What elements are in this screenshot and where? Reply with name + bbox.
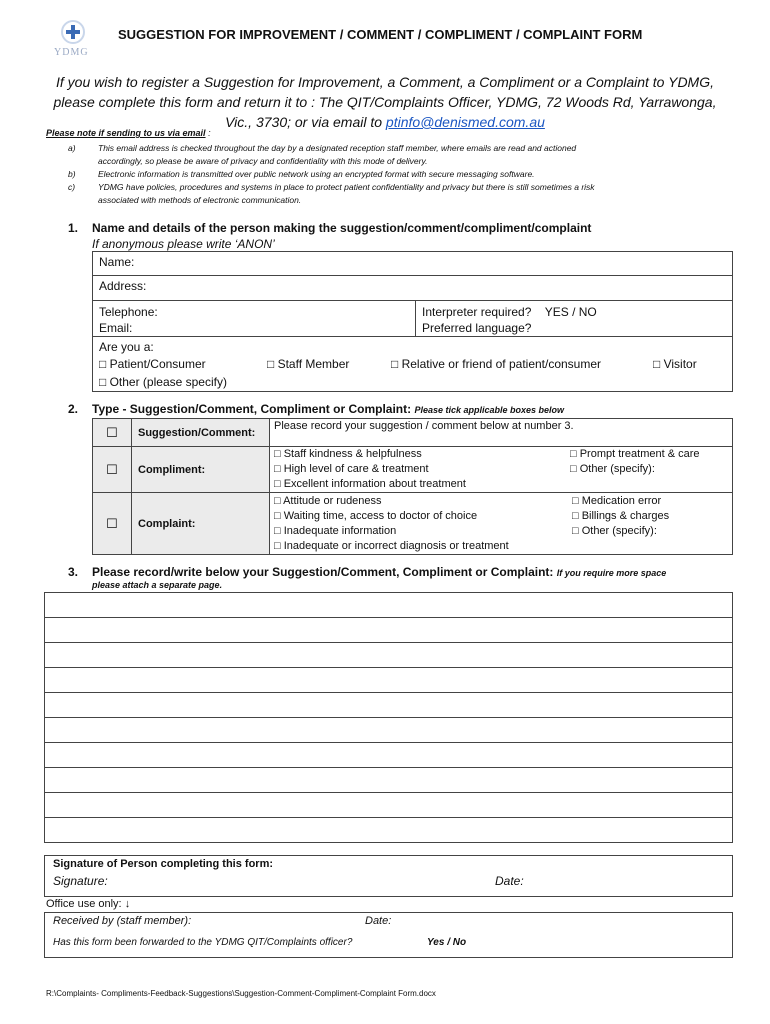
option-other[interactable]: □ Other (please specify) — [99, 375, 227, 389]
complaint-option[interactable]: □ Inadequate or incorrect diagnosis or treatment — [274, 539, 509, 552]
received-by-label: Received by (staff member): — [53, 915, 192, 927]
section-2-number: 2. — [68, 402, 79, 416]
compliment-option[interactable]: □ Other (specify): — [570, 463, 655, 475]
note-heading — [46, 128, 211, 138]
writing-line[interactable] — [44, 743, 733, 768]
compliment-option[interactable]: □ Staff kindness & helpfulness — [274, 448, 422, 460]
note-text: This email address is checked throughout the day by a designated reception staff member, where emails are read and actioned — [98, 143, 577, 153]
section-1-heading — [68, 221, 591, 235]
intro-line-2: please complete this form and return it to : The QIT/Complaints Officer, YDMG, 72 Woods Rd, Yarrawonga, — [53, 94, 717, 110]
personal-details-table — [92, 251, 733, 392]
section-2-heading — [68, 402, 564, 416]
section-3-note-cont: please attach a separate page. — [92, 580, 223, 590]
note-item — [68, 168, 728, 181]
writing-line[interactable] — [44, 793, 733, 818]
down-arrow-icon: ↓ — [124, 898, 131, 910]
writing-line[interactable] — [44, 618, 733, 643]
note-list — [68, 142, 728, 207]
note-text: Electronic information is transmitted over public network using an encrypted format with secure messaging software. — [98, 169, 535, 179]
name-field[interactable] — [93, 252, 733, 276]
section-2-note: Please tick applicable boxes below — [414, 405, 565, 415]
complaint-option[interactable]: □ Waiting time, access to doctor of choice — [274, 509, 478, 522]
office-date-label: Date: — [365, 915, 392, 927]
type-table — [92, 418, 733, 555]
compliment-option[interactable]: □ Excellent information about treatment — [274, 478, 466, 490]
note-text: YDMG have policies, procedures and systems in place to protect patient confidentiality and privacy but there is still sometimes a risk — [98, 182, 595, 192]
compliment-checkbox[interactable]: ☐ — [93, 447, 132, 493]
note-label: b) — [68, 169, 76, 179]
complaint-option[interactable]: □ Attitude or rudeness — [274, 494, 382, 507]
note-heading-text: Please note if sending to us via email — [46, 128, 206, 138]
option-visitor[interactable]: □ Visitor — [653, 357, 697, 371]
medical-cross-icon-vertical — [71, 25, 75, 39]
writing-line[interactable] — [44, 592, 733, 618]
forwarded-question: Has this form been forwarded to the YDMG QIT/Complaints officer? — [53, 937, 353, 948]
intro-line-1: If you wish to register a Suggestion for Improvement, a Comment, a Compliment or a Complaint to YDMG, — [55, 74, 714, 90]
writing-line[interactable] — [44, 768, 733, 793]
section-2-title: Type - Suggestion/Comment, Compliment or Complaint: — [92, 402, 415, 416]
telephone-label: Telephone: — [99, 305, 158, 319]
section-3-note: If you require more space — [556, 568, 667, 578]
intro-paragraph — [40, 72, 730, 132]
office-use-text: Office use only: — [46, 898, 122, 910]
note-item — [68, 194, 728, 207]
interpreter-options[interactable]: YES / NO — [544, 305, 597, 319]
section-1-number: 1. — [68, 221, 79, 235]
intro-line-3-text: Vic., 3730; or via email to — [225, 114, 386, 130]
note-heading-colon: : — [205, 128, 211, 138]
language-label: Preferred language? — [422, 321, 532, 335]
writing-line[interactable] — [44, 718, 733, 743]
suggestion-instructions: Please record your suggestion / comment below at number 3. — [270, 419, 733, 447]
file-path-footer: R:\Complaints- Compliments-Feedback-Suggestions\Suggestion-Comment-Compliment-Complaint Form.docx — [46, 989, 436, 998]
interpreter-label: Interpreter required? — [422, 305, 532, 319]
note-item — [68, 142, 728, 155]
note-label — [68, 194, 98, 207]
option-relative[interactable]: □ Relative or friend of patient/consumer — [391, 357, 602, 371]
note-item — [68, 155, 728, 168]
writing-lines[interactable] — [44, 592, 733, 843]
signature-heading: Signature of Person completing this form: — [53, 858, 274, 870]
office-use-label — [46, 898, 130, 910]
ydmg-logo — [50, 20, 96, 60]
email-link[interactable]: ptinfo@denismed.com.au — [385, 114, 545, 130]
office-use-box[interactable] — [44, 912, 733, 958]
forwarded-options[interactable]: Yes / No — [427, 937, 467, 948]
complaint-option[interactable]: □ Other (specify): — [572, 524, 657, 537]
writing-line[interactable] — [44, 693, 733, 718]
compliment-option[interactable]: □ High level of care & treatment — [274, 463, 429, 475]
signature-box[interactable] — [44, 855, 733, 897]
suggestion-checkbox[interactable]: ☐ — [93, 419, 132, 447]
are-you-field — [93, 337, 733, 392]
form-title: SUGGESTION FOR IMPROVEMENT / COMMENT / COMPLIMENT / COMPLAINT FORM — [118, 27, 643, 42]
complaint-checkbox[interactable]: ☐ — [93, 493, 132, 555]
contact-field[interactable] — [93, 301, 416, 337]
section-3-heading — [68, 565, 666, 579]
complaint-options — [270, 493, 733, 555]
compliment-options-columns — [274, 447, 728, 492]
note-label — [68, 155, 98, 168]
compliment-option[interactable]: □ Prompt treatment & care — [570, 448, 700, 460]
note-label: a) — [68, 143, 76, 153]
name-label: Name: — [99, 255, 135, 269]
section-3-number: 3. — [68, 565, 79, 579]
writing-line[interactable] — [44, 668, 733, 693]
complaint-option[interactable]: □ Inadequate information — [274, 524, 397, 537]
complaint-options-columns — [274, 494, 728, 554]
note-text: associated with methods of electronic communication. — [98, 195, 302, 205]
complaint-option[interactable]: □ Billings & charges — [572, 509, 670, 522]
section-1-subtitle: If anonymous please write ‘ANON’ — [92, 237, 275, 251]
section-1-title: Name and details of the person making the suggestion/comment/compliment/complaint — [92, 221, 592, 235]
suggestion-label: Suggestion/Comment: — [132, 419, 270, 447]
email-label: Email: — [99, 321, 133, 335]
compliment-label: Compliment: — [132, 447, 270, 493]
complaint-options-right — [572, 494, 669, 554]
role-options — [99, 356, 726, 374]
are-you-label: Are you a: — [99, 340, 154, 354]
note-label: c) — [68, 182, 76, 192]
address-label: Address: — [99, 279, 147, 293]
complaint-label: Complaint: — [132, 493, 270, 555]
complaint-option[interactable]: □ Medication error — [572, 494, 662, 507]
compliment-options-right — [570, 447, 700, 492]
option-patient[interactable]: □ Patient/Consumer — [99, 357, 206, 371]
signature-date-label: Date: — [495, 874, 524, 888]
option-staff[interactable]: □ Staff Member — [267, 357, 350, 371]
address-field[interactable] — [93, 276, 733, 301]
writing-line[interactable] — [44, 818, 733, 843]
note-text: accordingly, so please be aware of privacy and confidentiality with this mode of delivery. — [98, 156, 428, 166]
logo-text: YDMG — [54, 47, 89, 58]
compliment-options — [270, 447, 733, 493]
interpreter-field[interactable] — [416, 301, 733, 337]
writing-line[interactable] — [44, 643, 733, 668]
section-3-title: Please record/write below your Suggestion/Comment, Compliment or Complaint: — [92, 565, 557, 579]
signature-label: Signature: — [53, 874, 108, 888]
compliment-options-left — [274, 447, 570, 492]
interpreter-row — [422, 304, 726, 320]
note-item — [68, 181, 728, 194]
complaint-options-left — [274, 494, 572, 554]
